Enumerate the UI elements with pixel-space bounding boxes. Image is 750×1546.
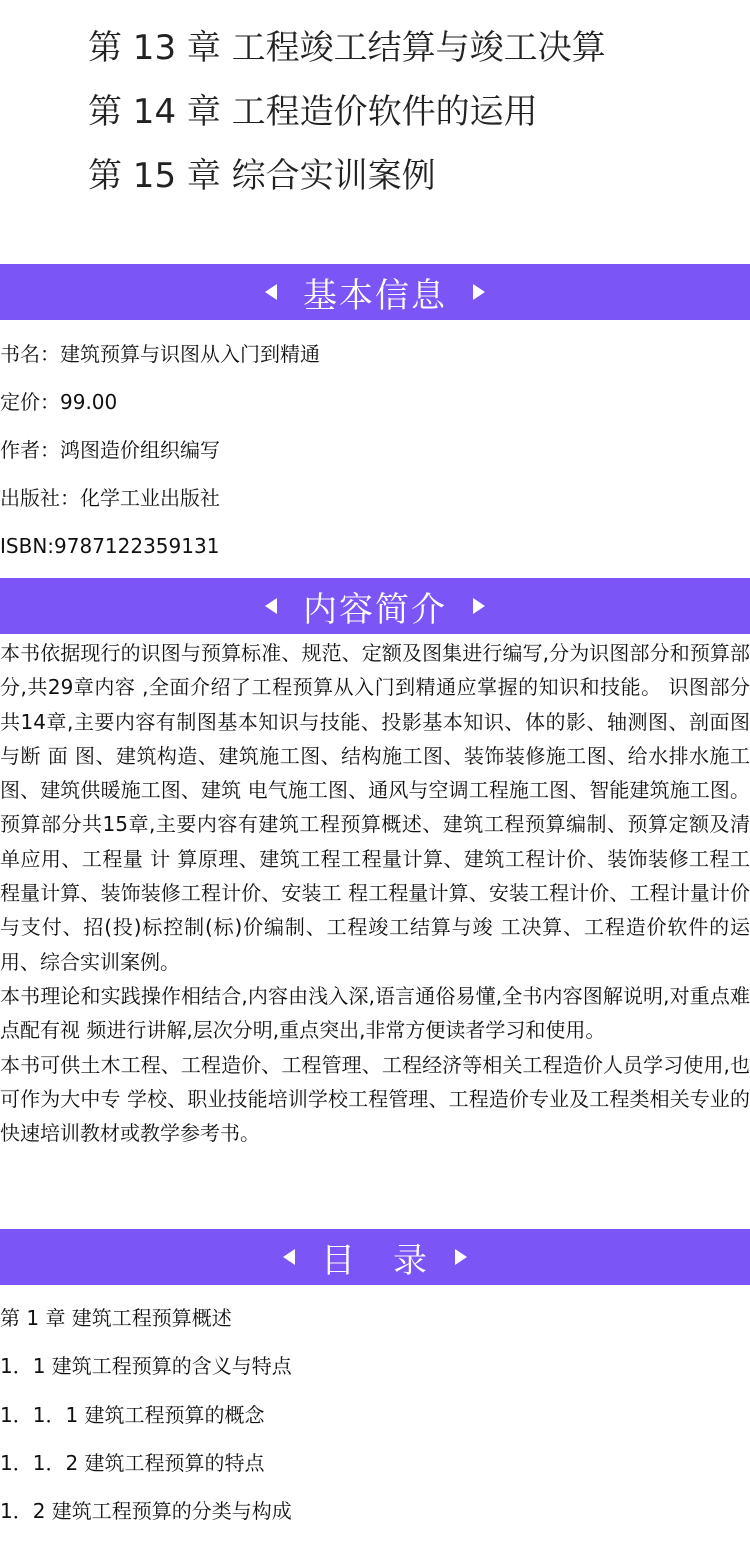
toc-section-bar	[0, 1229, 750, 1285]
left-triangle-icon	[265, 284, 277, 300]
intro-paragraph: 本书依据现行的识图与预算标准、规范、定额及图集进行编写,分为识图部分和预算部分,共29章内容 ,全面介绍了工程预算从入门到精通应掌握的知识和技能。 识图部分共14章,主要内容有制图基本知识与技能、投影基本知识、体的影、轴测图、剖面图与断 面 图、建筑构造、建筑施工图、结构施工图、装饰装修施工图、给水排水施工图、建筑供暖施工图、建筑 电气施工图、通风与空调工程施工图、智能建筑施工图。 预算部分共15章,主要内容有建筑工程预算概述、建筑工程预算编制、预算定额及清单应用、工程量 计 算原理、建筑工程工程量计算、建筑工程计价、装饰装修工程工程量计算、装饰装修工程计价、安装工 程工程量计算、安装工程计价、工程计量计价与支付、招(投)标控制(标)价编制、工程竣工结算与竣 工决算、工程造价软件的运用、综合实训案例。	[0, 641, 750, 974]
right-triangle-icon	[473, 598, 485, 614]
book-isbn: ISBN:9787122359131	[0, 534, 220, 558]
toc-item: 1．1．2 建筑工程预算的特点	[0, 1451, 265, 1475]
intro-title: 内容简介	[303, 589, 447, 630]
top-chapter-list	[0, 0, 750, 262]
book-price: 定价：99.00	[0, 390, 118, 414]
toc-item: 1．1．1 建筑工程预算的概念	[0, 1403, 265, 1427]
chapter-15-heading: 第 15 章 综合实训案例	[88, 156, 436, 196]
chapter-13-heading: 第 13 章 工程竣工结算与竣工决算	[88, 28, 606, 68]
left-triangle-icon	[265, 598, 277, 614]
book-title: 书名：建筑预算与识图从入门到精通	[0, 342, 320, 366]
right-triangle-icon	[473, 284, 485, 300]
book-publisher: 出版社：化学工业出版社	[0, 486, 220, 510]
toc-item: 1．2 建筑工程预算的分类与构成	[0, 1499, 292, 1523]
book-author: 作者：鸿图造价组织编写	[0, 438, 220, 462]
intro-section-bar	[0, 578, 750, 634]
chapter-14-heading: 第 14 章 工程造价软件的运用	[88, 92, 538, 132]
intro-text	[0, 636, 750, 1150]
intro-paragraph: 本书理论和实践操作相结合,内容由浅入深,语言通俗易懂,全书内容图解说明,对重点难点配有视 频进行讲解,层次分明,重点突出,非常方便读者学习和使用。	[0, 983, 750, 1043]
right-triangle-icon	[455, 1249, 467, 1265]
intro-paragraph: 本书可供土木工程、工程造价、工程管理、工程经济等相关工程造价人员学习使用,也可作为大中专 学校、职业技能培训学校工程管理、工程造价专业及工程类相关专业的快速培训教材或教学参考书。	[0, 1052, 750, 1146]
left-triangle-icon	[283, 1249, 295, 1265]
toc-title: 目 录	[321, 1240, 429, 1281]
basic-info-title: 基本信息	[303, 275, 447, 316]
toc-item: 1．1 建筑工程预算的含义与特点	[0, 1354, 292, 1378]
toc-item: 第 1 章 建筑工程预算概述	[0, 1306, 232, 1330]
basic-info-section-bar	[0, 264, 750, 320]
